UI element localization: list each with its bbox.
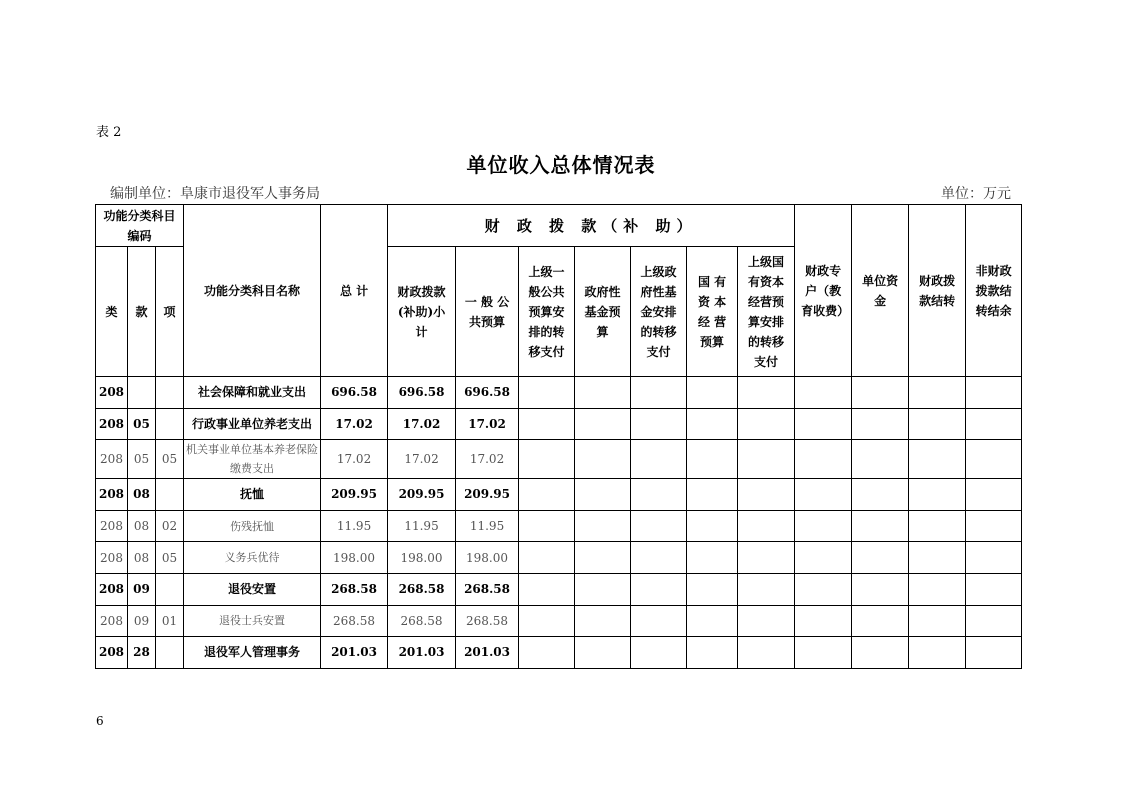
- cell-nonfiscal-carryover: [966, 637, 1022, 669]
- cell-upper-general-transfer: [519, 440, 575, 479]
- cell-unit-fund: [852, 440, 909, 479]
- cell-upper-general-transfer: [519, 605, 575, 637]
- cell-gov-fund: [575, 637, 631, 669]
- cell-general-budget: 17.02: [456, 440, 519, 479]
- cell-xiang: 01: [156, 605, 184, 637]
- cell-kuan: 05: [128, 408, 156, 440]
- table-row: [96, 573, 1022, 605]
- cell-fiscal-carryover: [909, 605, 966, 637]
- cell-general-budget: 268.58: [456, 573, 519, 605]
- cell-state-capital: [687, 408, 738, 440]
- cell-xiang: [156, 408, 184, 440]
- cell-upper-general-transfer: [519, 542, 575, 574]
- table-row: [96, 637, 1022, 669]
- cell-fiscal-subtotal: 198.00: [388, 542, 456, 574]
- cell-kuan: 09: [128, 573, 156, 605]
- cell-fiscal-carryover: [909, 542, 966, 574]
- table-row: [96, 542, 1022, 574]
- cell-fiscal-subtotal: 17.02: [388, 408, 456, 440]
- cell-nonfiscal-carryover: [966, 542, 1022, 574]
- cell-total: 209.95: [321, 479, 388, 511]
- table-row: [96, 479, 1022, 511]
- cell-name: 机关事业单位基本养老保险缴费支出: [184, 440, 321, 479]
- cell-unit-fund: [852, 479, 909, 511]
- lei-header: 类: [96, 247, 128, 377]
- cell-lei: 208: [96, 637, 128, 669]
- cell-upper-state-capital-transfer: [738, 573, 795, 605]
- total-header: 总 计: [321, 205, 388, 377]
- cell-name: 退役安置: [184, 573, 321, 605]
- cell-state-capital: [687, 510, 738, 542]
- cell-upper-state-capital-transfer: [738, 637, 795, 669]
- cell-upper-gov-fund-transfer: [631, 440, 687, 479]
- cell-xiang: [156, 637, 184, 669]
- kuan-header: 款: [128, 247, 156, 377]
- cell-upper-general-transfer: [519, 377, 575, 409]
- cell-lei: 208: [96, 479, 128, 511]
- cell-fiscal-carryover: [909, 479, 966, 511]
- cell-lei: 208: [96, 440, 128, 479]
- table-label: 表 2: [96, 125, 122, 140]
- cell-upper-general-transfer: [519, 408, 575, 440]
- table-row: [96, 605, 1022, 637]
- cell-unit-fund: [852, 408, 909, 440]
- cell-lei: 208: [96, 542, 128, 574]
- cell-state-capital: [687, 637, 738, 669]
- currency-unit: 单位：万元: [941, 186, 1011, 202]
- cell-gov-fund: [575, 479, 631, 511]
- cell-lei: 208: [96, 605, 128, 637]
- cell-upper-state-capital-transfer: [738, 542, 795, 574]
- cell-upper-state-capital-transfer: [738, 377, 795, 409]
- cell-xiang: 02: [156, 510, 184, 542]
- cell-unit-fund: [852, 637, 909, 669]
- cell-upper-state-capital-transfer: [738, 440, 795, 479]
- name-header: 功能分类科目名称: [184, 205, 321, 377]
- cell-total: 201.03: [321, 637, 388, 669]
- cell-name: 退役军人管理事务: [184, 637, 321, 669]
- cell-name: 社会保障和就业支出: [184, 377, 321, 409]
- cell-gov-fund: [575, 510, 631, 542]
- compiling-unit: 编制单位：阜康市退役军人事务局: [110, 186, 320, 202]
- xiang-header: 项: [156, 247, 184, 377]
- cell-name: 伤残抚恤: [184, 510, 321, 542]
- table-row: [96, 377, 1022, 409]
- cell-gov-fund: [575, 408, 631, 440]
- cell-kuan: 08: [128, 542, 156, 574]
- cell-nonfiscal-carryover: [966, 408, 1022, 440]
- cell-unit-fund: [852, 377, 909, 409]
- cell-fiscal-subtotal: 11.95: [388, 510, 456, 542]
- cell-upper-state-capital-transfer: [738, 479, 795, 511]
- gov-fund-header: 政府性基金预算: [575, 247, 631, 377]
- general-budget-header: 一 般 公共预算: [456, 247, 519, 377]
- cell-name: 抚恤: [184, 479, 321, 511]
- cell-fiscal-subtotal: 268.58: [388, 573, 456, 605]
- cell-total: 198.00: [321, 542, 388, 574]
- cell-upper-gov-fund-transfer: [631, 573, 687, 605]
- state-capital-header: 国 有资 本经 营预算: [687, 247, 738, 377]
- cell-fiscal-special: [795, 637, 852, 669]
- cell-name: 行政事业单位养老支出: [184, 408, 321, 440]
- cell-state-capital: [687, 573, 738, 605]
- cell-state-capital: [687, 605, 738, 637]
- cell-fiscal-subtotal: 17.02: [388, 440, 456, 479]
- cell-upper-gov-fund-transfer: [631, 510, 687, 542]
- cell-upper-gov-fund-transfer: [631, 408, 687, 440]
- cell-nonfiscal-carryover: [966, 510, 1022, 542]
- page-title: 单位收入总体情况表: [466, 153, 656, 177]
- cell-total: 696.58: [321, 377, 388, 409]
- cell-upper-gov-fund-transfer: [631, 377, 687, 409]
- cell-fiscal-carryover: [909, 637, 966, 669]
- cell-fiscal-subtotal: 201.03: [388, 637, 456, 669]
- cell-nonfiscal-carryover: [966, 605, 1022, 637]
- cell-nonfiscal-carryover: [966, 377, 1022, 409]
- cell-fiscal-subtotal: 696.58: [388, 377, 456, 409]
- cell-upper-gov-fund-transfer: [631, 605, 687, 637]
- cell-general-budget: 198.00: [456, 542, 519, 574]
- cell-xiang: 05: [156, 440, 184, 479]
- cell-state-capital: [687, 479, 738, 511]
- cell-upper-general-transfer: [519, 510, 575, 542]
- cell-xiang: [156, 573, 184, 605]
- table-row: [96, 440, 1022, 479]
- cell-state-capital: [687, 440, 738, 479]
- cell-fiscal-special: [795, 479, 852, 511]
- cell-fiscal-special: [795, 605, 852, 637]
- fiscal-carryover-header: 财政拨款结转: [909, 205, 966, 377]
- cell-fiscal-carryover: [909, 510, 966, 542]
- cell-kuan: 28: [128, 637, 156, 669]
- cell-unit-fund: [852, 605, 909, 637]
- cell-unit-fund: [852, 573, 909, 605]
- cell-lei: 208: [96, 377, 128, 409]
- cell-kuan: 08: [128, 510, 156, 542]
- cell-unit-fund: [852, 510, 909, 542]
- cell-general-budget: 11.95: [456, 510, 519, 542]
- cell-total: 268.58: [321, 573, 388, 605]
- cell-total: 17.02: [321, 440, 388, 479]
- cell-fiscal-subtotal: 209.95: [388, 479, 456, 511]
- cell-gov-fund: [575, 542, 631, 574]
- cell-general-budget: 696.58: [456, 377, 519, 409]
- cell-general-budget: 17.02: [456, 408, 519, 440]
- cell-fiscal-carryover: [909, 440, 966, 479]
- cell-nonfiscal-carryover: [966, 440, 1022, 479]
- income-table: [95, 204, 1022, 669]
- cell-fiscal-special: [795, 542, 852, 574]
- upper-gov-fund-transfer-header: 上级政府性基金安排的转移支付: [631, 247, 687, 377]
- cell-nonfiscal-carryover: [966, 573, 1022, 605]
- cell-upper-gov-fund-transfer: [631, 637, 687, 669]
- table-row: [96, 510, 1022, 542]
- cell-upper-state-capital-transfer: [738, 408, 795, 440]
- cell-xiang: 05: [156, 542, 184, 574]
- cell-lei: 208: [96, 510, 128, 542]
- table-row: [96, 408, 1022, 440]
- cell-nonfiscal-carryover: [966, 479, 1022, 511]
- cell-upper-state-capital-transfer: [738, 605, 795, 637]
- cell-unit-fund: [852, 542, 909, 574]
- cell-kuan: 05: [128, 440, 156, 479]
- cell-lei: 208: [96, 573, 128, 605]
- cell-state-capital: [687, 377, 738, 409]
- fiscal-subtotal-header: 财政拨款(补助)小计: [388, 247, 456, 377]
- cell-state-capital: [687, 542, 738, 574]
- cell-fiscal-carryover: [909, 573, 966, 605]
- cell-fiscal-special: [795, 377, 852, 409]
- cell-kuan: [128, 377, 156, 409]
- cell-upper-general-transfer: [519, 573, 575, 605]
- upper-general-transfer-header: 上级一般公共预算安排的转移支付: [519, 247, 575, 377]
- cell-name: 退役士兵安置: [184, 605, 321, 637]
- cell-gov-fund: [575, 377, 631, 409]
- code-group-header: 功能分类科目编码: [96, 205, 184, 247]
- fiscal-group-header: 财 政 拨 款（补 助）: [388, 205, 795, 247]
- cell-gov-fund: [575, 573, 631, 605]
- cell-upper-general-transfer: [519, 637, 575, 669]
- cell-kuan: 08: [128, 479, 156, 511]
- cell-kuan: 09: [128, 605, 156, 637]
- cell-general-budget: 201.03: [456, 637, 519, 669]
- cell-total: 11.95: [321, 510, 388, 542]
- cell-name: 义务兵优待: [184, 542, 321, 574]
- cell-xiang: [156, 377, 184, 409]
- upper-state-capital-transfer-header: 上级国有资本经营预算安排的转移支付: [738, 247, 795, 377]
- cell-general-budget: 268.58: [456, 605, 519, 637]
- cell-fiscal-carryover: [909, 377, 966, 409]
- cell-upper-gov-fund-transfer: [631, 479, 687, 511]
- cell-upper-gov-fund-transfer: [631, 542, 687, 574]
- cell-lei: 208: [96, 408, 128, 440]
- cell-upper-general-transfer: [519, 479, 575, 511]
- cell-fiscal-carryover: [909, 408, 966, 440]
- cell-general-budget: 209.95: [456, 479, 519, 511]
- cell-fiscal-special: [795, 408, 852, 440]
- cell-total: 17.02: [321, 408, 388, 440]
- fiscal-special-header: 财政专户（教育收费）: [795, 205, 852, 377]
- cell-fiscal-subtotal: 268.58: [388, 605, 456, 637]
- cell-gov-fund: [575, 440, 631, 479]
- page-number: 6: [96, 714, 104, 728]
- table-body: [96, 377, 1022, 669]
- cell-upper-state-capital-transfer: [738, 510, 795, 542]
- cell-fiscal-special: [795, 440, 852, 479]
- cell-gov-fund: [575, 605, 631, 637]
- cell-fiscal-special: [795, 573, 852, 605]
- nonfiscal-carryover-header: 非财政拨款结转结余: [966, 205, 1022, 377]
- cell-total: 268.58: [321, 605, 388, 637]
- cell-xiang: [156, 479, 184, 511]
- cell-fiscal-special: [795, 510, 852, 542]
- unit-fund-header: 单位资金: [852, 205, 909, 377]
